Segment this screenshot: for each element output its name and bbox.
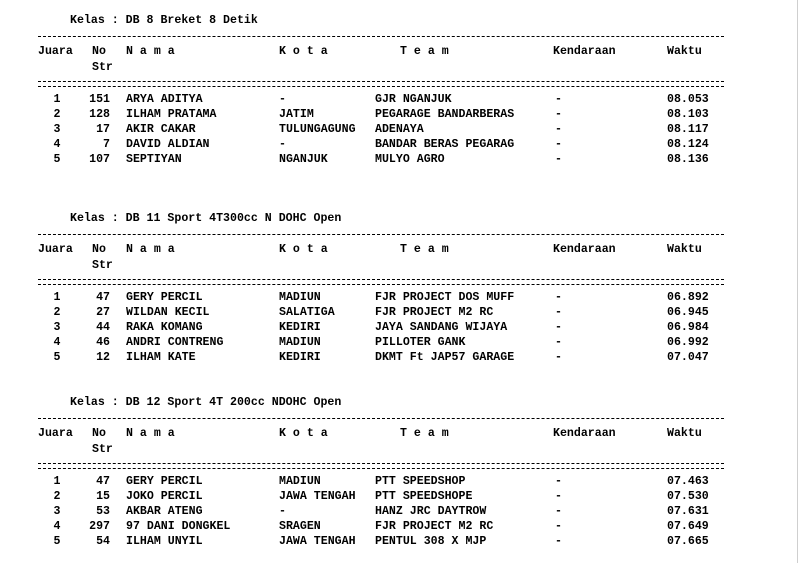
cell-no: 27 [96, 306, 110, 319]
cell-no: 17 [96, 123, 110, 136]
cell-kendaraan: - [555, 351, 562, 364]
cell-team: FJR PROJECT DOS MUFF [375, 291, 515, 304]
header-kendaraan: Kendaraan [553, 427, 616, 440]
header-kota: K o t a [279, 427, 328, 440]
cell-nama: SEPTIYAN [126, 153, 182, 166]
cell-team: PTT SPEEDSHOPE [375, 490, 473, 503]
cell-kota: - [279, 93, 286, 106]
cell-waktu: 08.117 [667, 123, 709, 136]
header-str: Str [92, 61, 113, 74]
cell-team: JAYA SANDANG WIJAYA [375, 321, 508, 334]
cell-kendaraan: - [555, 321, 562, 334]
cell-waktu: 08.053 [667, 93, 709, 106]
cell-juara: 1 [53, 475, 61, 488]
cell-no: 53 [96, 505, 110, 518]
class-title: Kelas : DB 11 Sport 4T300cc N DOHC Open [70, 212, 342, 225]
cell-waktu: 06.892 [667, 291, 709, 304]
cell-kota: JAWA TENGAH [279, 535, 356, 548]
header-waktu: Waktu [667, 45, 702, 58]
cell-nama: ILHAM UNYIL [126, 535, 203, 548]
cell-kota: KEDIRI [279, 351, 321, 364]
cell-kendaraan: - [555, 153, 562, 166]
cell-juara: 2 [53, 306, 61, 319]
cell-waktu: 07.665 [667, 535, 709, 548]
cell-kendaraan: - [555, 306, 562, 319]
divider-line [38, 463, 724, 464]
cell-kota: MADIUN [279, 475, 321, 488]
cell-juara: 3 [53, 321, 61, 334]
cell-kendaraan: - [555, 490, 562, 503]
header-nama: N a m a [126, 427, 175, 440]
cell-team: MULYO AGRO [375, 153, 445, 166]
cell-waktu: 06.992 [667, 336, 709, 349]
cell-kota: JATIM [279, 108, 314, 121]
cell-kota: NGANJUK [279, 153, 328, 166]
header-nama: N a m a [126, 243, 175, 256]
cell-kota: - [279, 138, 286, 151]
cell-kota: MADIUN [279, 291, 321, 304]
cell-nama: ARYA ADITYA [126, 93, 203, 106]
header-no: No [92, 243, 106, 256]
cell-kendaraan: - [555, 505, 562, 518]
header-juara: Juara [38, 427, 73, 440]
cell-nama: AKIR CAKAR [126, 123, 196, 136]
cell-waktu: 07.649 [667, 520, 709, 533]
header-kota: K o t a [279, 45, 328, 58]
cell-team: FJR PROJECT M2 RC [375, 306, 494, 319]
cell-team: BANDAR BERAS PEGARAG [375, 138, 515, 151]
cell-kendaraan: - [555, 535, 562, 548]
cell-juara: 1 [53, 291, 61, 304]
cell-juara: 4 [53, 336, 61, 349]
header-no: No [92, 427, 106, 440]
cell-no: 54 [96, 535, 110, 548]
cell-team: PENTUL 308 X MJP [375, 535, 487, 548]
cell-no: 47 [96, 291, 110, 304]
divider-line [38, 36, 724, 37]
cell-no: 12 [96, 351, 110, 364]
header-team: T e a m [400, 243, 449, 256]
divider-line [38, 81, 724, 82]
cell-no: 15 [96, 490, 110, 503]
cell-team: GJR NGANJUK [375, 93, 452, 106]
cell-nama: RAKA KOMANG [126, 321, 203, 334]
cell-kendaraan: - [555, 520, 562, 533]
cell-juara: 1 [53, 93, 61, 106]
header-waktu: Waktu [667, 427, 702, 440]
cell-team: PILLOTER GANK [375, 336, 466, 349]
header-kendaraan: Kendaraan [553, 45, 616, 58]
cell-nama: ANDRI CONTRENG [126, 336, 224, 349]
class-title: Kelas : DB 12 Sport 4T 200cc NDOHC Open [70, 396, 342, 409]
cell-juara: 2 [53, 108, 61, 121]
cell-juara: 3 [53, 505, 61, 518]
cell-no: 7 [103, 138, 110, 151]
cell-kendaraan: - [555, 291, 562, 304]
header-team: T e a m [400, 427, 449, 440]
header-str: Str [92, 259, 113, 272]
cell-waktu: 06.984 [667, 321, 709, 334]
cell-team: DKMT Ft JAP57 GARAGE [375, 351, 515, 364]
divider-line [38, 468, 724, 469]
cell-nama: AKBAR ATENG [126, 505, 203, 518]
cell-team: ADENAYA [375, 123, 424, 136]
page-edge-line [797, 0, 798, 563]
header-waktu: Waktu [667, 243, 702, 256]
cell-kendaraan: - [555, 336, 562, 349]
cell-nama: GERY PERCIL [126, 291, 203, 304]
cell-waktu: 08.103 [667, 108, 709, 121]
cell-juara: 2 [53, 490, 61, 503]
cell-nama: GERY PERCIL [126, 475, 203, 488]
cell-waktu: 07.631 [667, 505, 709, 518]
header-str: Str [92, 443, 113, 456]
cell-waktu: 08.136 [667, 153, 709, 166]
cell-waktu: 08.124 [667, 138, 709, 151]
cell-kendaraan: - [555, 123, 562, 136]
cell-no: 47 [96, 475, 110, 488]
divider-line [38, 86, 724, 87]
header-team: T e a m [400, 45, 449, 58]
header-kota: K o t a [279, 243, 328, 256]
cell-waktu: 06.945 [667, 306, 709, 319]
cell-nama: ILHAM PRATAMA [126, 108, 217, 121]
divider-line [38, 279, 724, 280]
divider-line [38, 284, 724, 285]
cell-kota: SRAGEN [279, 520, 321, 533]
cell-waktu: 07.530 [667, 490, 709, 503]
divider-line [38, 234, 724, 235]
cell-no: 107 [89, 153, 110, 166]
cell-no: 46 [96, 336, 110, 349]
header-kendaraan: Kendaraan [553, 243, 616, 256]
cell-no: 151 [89, 93, 110, 106]
header-nama: N a m a [126, 45, 175, 58]
cell-no: 297 [89, 520, 110, 533]
cell-juara: 5 [53, 535, 61, 548]
cell-nama: JOKO PERCIL [126, 490, 203, 503]
cell-team: PTT SPEEDSHOP [375, 475, 466, 488]
cell-waktu: 07.047 [667, 351, 709, 364]
cell-no: 44 [96, 321, 110, 334]
cell-kota: JAWA TENGAH [279, 490, 356, 503]
header-juara: Juara [38, 243, 73, 256]
cell-team: HANZ JRC DAYTROW [375, 505, 487, 518]
cell-team: PEGARAGE BANDARBERAS [375, 108, 515, 121]
cell-kendaraan: - [555, 108, 562, 121]
cell-juara: 5 [53, 153, 61, 166]
cell-kendaraan: - [555, 93, 562, 106]
cell-waktu: 07.463 [667, 475, 709, 488]
cell-team: FJR PROJECT M2 RC [375, 520, 494, 533]
header-no: No [92, 45, 106, 58]
cell-juara: 4 [53, 138, 61, 151]
cell-nama: DAVID ALDIAN [126, 138, 210, 151]
cell-no: 128 [89, 108, 110, 121]
cell-juara: 4 [53, 520, 61, 533]
cell-juara: 3 [53, 123, 61, 136]
class-title: Kelas : DB 8 Breket 8 Detik [70, 14, 258, 27]
cell-kendaraan: - [555, 475, 562, 488]
divider-line [38, 418, 724, 419]
cell-nama: WILDAN KECIL [126, 306, 210, 319]
cell-kota: - [279, 505, 286, 518]
cell-kota: TULUNGAGUNG [279, 123, 356, 136]
cell-nama: ILHAM KATE [126, 351, 196, 364]
cell-kota: MADIUN [279, 336, 321, 349]
cell-kota: SALATIGA [279, 306, 335, 319]
header-juara: Juara [38, 45, 73, 58]
cell-kendaraan: - [555, 138, 562, 151]
cell-nama: 97 DANI DONGKEL [126, 520, 231, 533]
cell-kota: KEDIRI [279, 321, 321, 334]
cell-juara: 5 [53, 351, 61, 364]
